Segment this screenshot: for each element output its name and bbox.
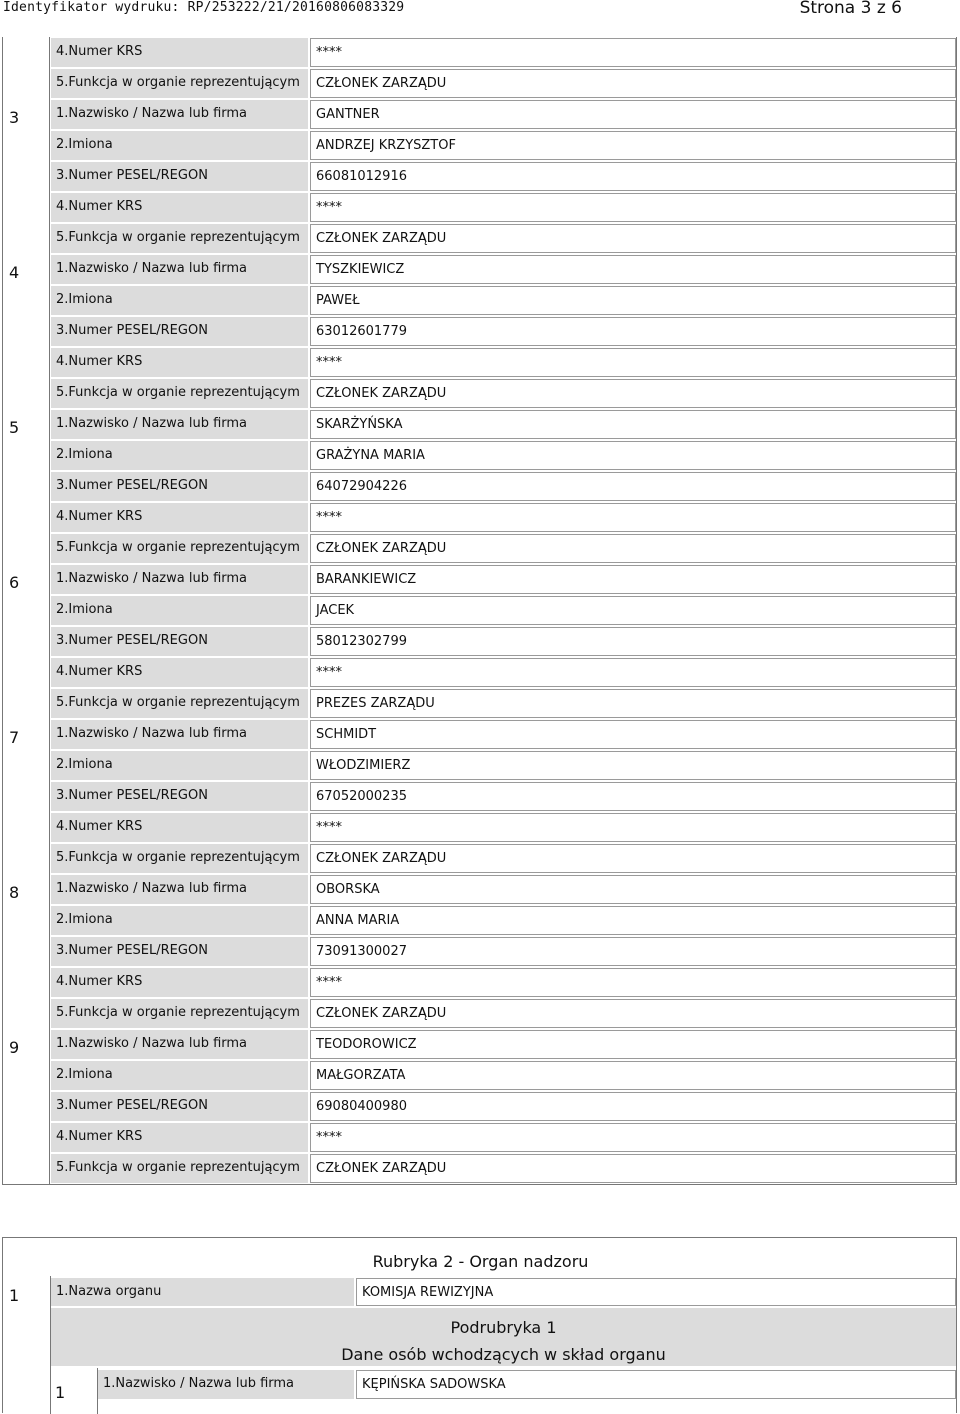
row-value: **** — [310, 348, 956, 377]
entry-row — [3, 905, 956, 936]
entry-row — [3, 1060, 956, 1091]
entry-row — [3, 192, 956, 223]
row-value: CZŁONEK ZARZĄDU — [310, 844, 956, 873]
row-label: 2.Imiona — [51, 596, 308, 625]
row-value: ANNA MARIA — [310, 906, 956, 935]
entry-row — [3, 1029, 956, 1060]
entry-number: 3 — [3, 99, 50, 254]
row-value: **** — [310, 38, 956, 67]
entry-row — [3, 688, 956, 719]
entry-row — [3, 316, 956, 347]
row-label: 3.Numer PESEL/REGON — [51, 472, 308, 501]
row-value: CZŁONEK ZARZĄDU — [310, 224, 956, 253]
row-value: PREZES ZARZĄDU — [310, 689, 956, 718]
entry-number: 6 — [3, 564, 50, 719]
member-number: 1 — [55, 1383, 66, 1402]
subsection-header — [51, 1308, 956, 1366]
row-label: 5.Funkcja w organie reprezentującym — [51, 999, 308, 1028]
organ-name-label: 1.Nazwa organu — [51, 1278, 354, 1306]
entry-row — [3, 1122, 956, 1153]
row-label: 4.Numer KRS — [51, 658, 308, 687]
row-value: WŁODZIMIERZ — [310, 751, 956, 780]
representatives-table — [2, 37, 957, 1185]
entry-row — [3, 936, 956, 967]
section-title: Rubryka 2 - Organ nadzoru — [372, 1252, 589, 1271]
row-label: 5.Funkcja w organie reprezentującym — [51, 689, 308, 718]
entry-row — [3, 471, 956, 502]
member-name-value: KĘPIŃSKA SADOWSKA — [356, 1370, 956, 1399]
row-label: 2.Imiona — [51, 906, 308, 935]
entry-row — [3, 564, 956, 595]
row-label: 1.Nazwisko / Nazwa lub firma — [51, 255, 308, 284]
row-label: 2.Imiona — [51, 751, 308, 780]
row-value: 58012302799 — [310, 627, 956, 656]
row-label: 1.Nazwisko / Nazwa lub firma — [51, 410, 308, 439]
row-value: SKARŻYŃSKA — [310, 410, 956, 439]
row-value: 63012601779 — [310, 317, 956, 346]
entry-row — [3, 161, 956, 192]
row-label: 4.Numer KRS — [51, 193, 308, 222]
row-label: 4.Numer KRS — [51, 813, 308, 842]
row-value: CZŁONEK ZARZĄDU — [310, 1154, 956, 1183]
row-value: 67052000235 — [310, 782, 956, 811]
rubryka-2-section — [2, 1237, 957, 1413]
entry-row — [3, 750, 956, 781]
row-value: TYSZKIEWICZ — [310, 255, 956, 284]
row-label: 3.Numer PESEL/REGON — [51, 937, 308, 966]
row-label: 2.Imiona — [51, 441, 308, 470]
row-value: **** — [310, 658, 956, 687]
row-label: 5.Funkcja w organie reprezentującym — [51, 534, 308, 563]
row-value: JACEK — [310, 596, 956, 625]
entry — [3, 564, 956, 719]
subsection-title: Podrubryka 1 — [450, 1318, 557, 1337]
row-label: 1.Nazwisko / Nazwa lub firma — [51, 565, 308, 594]
row-value: 64072904226 — [310, 472, 956, 501]
organ-name-value: KOMISJA REWIZYJNA — [356, 1278, 956, 1306]
entry-row — [3, 967, 956, 998]
row-label: 1.Nazwisko / Nazwa lub firma — [51, 720, 308, 749]
row-value: PAWEŁ — [310, 286, 956, 315]
row-value: OBORSKA — [310, 875, 956, 904]
row-value: **** — [310, 193, 956, 222]
entry-number: 7 — [3, 719, 50, 874]
entry-number: 1 — [9, 1286, 20, 1305]
row-label: 2.Imiona — [51, 286, 308, 315]
row-label: 4.Numer KRS — [51, 503, 308, 532]
row-value: **** — [310, 968, 956, 997]
entry — [3, 99, 956, 254]
row-label: 3.Numer PESEL/REGON — [51, 317, 308, 346]
entry-number: 4 — [3, 254, 50, 409]
row-value: 73091300027 — [310, 937, 956, 966]
entry-row — [3, 223, 956, 254]
entry — [3, 719, 956, 874]
entry-row — [3, 657, 956, 688]
entry-number: 9 — [3, 1029, 50, 1184]
row-label: 3.Numer PESEL/REGON — [51, 627, 308, 656]
row-label: 1.Nazwisko / Nazwa lub firma — [51, 100, 308, 129]
row-label: 4.Numer KRS — [51, 1123, 308, 1152]
entry-row — [3, 626, 956, 657]
row-value: **** — [310, 503, 956, 532]
row-label: 3.Numer PESEL/REGON — [51, 1092, 308, 1121]
row-value: 66081012916 — [310, 162, 956, 191]
entry-row — [3, 99, 956, 130]
entry-row — [3, 37, 956, 68]
entry — [3, 874, 956, 1029]
entry-row — [3, 409, 956, 440]
entry-row — [3, 719, 956, 750]
entry-number: 5 — [3, 409, 50, 564]
entry — [3, 409, 956, 564]
entry-row — [3, 68, 956, 99]
row-value: 69080400980 — [310, 1092, 956, 1121]
row-label: 5.Funkcja w organie reprezentującym — [51, 224, 308, 253]
print-identifier: Identyfikator wydruku: RP/253222/21/20160806083329 — [3, 0, 405, 15]
row-value: **** — [310, 813, 956, 842]
row-value: BARANKIEWICZ — [310, 565, 956, 594]
entry-row — [3, 843, 956, 874]
page-number: Strona 3 z 6 — [799, 0, 902, 18]
subsection-subtitle: Dane osób wchodzących w skład organu — [341, 1345, 666, 1364]
entry-number: 8 — [3, 874, 50, 1029]
row-label: 5.Funkcja w organie reprezentującym — [51, 1154, 308, 1183]
row-value: CZŁONEK ZARZĄDU — [310, 999, 956, 1028]
row-value: SCHMIDT — [310, 720, 956, 749]
entry-row — [3, 502, 956, 533]
row-label: 1.Nazwisko / Nazwa lub firma — [51, 875, 308, 904]
entry-row — [3, 533, 956, 564]
row-label: 1.Nazwisko / Nazwa lub firma — [51, 1030, 308, 1059]
entry-row — [3, 440, 956, 471]
entry-row — [3, 812, 956, 843]
entry-row — [3, 1091, 956, 1122]
row-label: 2.Imiona — [51, 131, 308, 160]
row-label: 4.Numer KRS — [51, 38, 308, 67]
entry-row — [3, 378, 956, 409]
row-value: CZŁONEK ZARZĄDU — [310, 534, 956, 563]
entry-row — [3, 347, 956, 378]
entry-row — [3, 285, 956, 316]
entry — [3, 1029, 956, 1184]
row-value: MAŁGORZATA — [310, 1061, 956, 1090]
partial-entry — [3, 37, 956, 99]
row-value: ANDRZEJ KRZYSZTOF — [310, 131, 956, 160]
row-label: 3.Numer PESEL/REGON — [51, 162, 308, 191]
row-value: CZŁONEK ZARZĄDU — [310, 69, 956, 98]
row-value: GRAŻYNA MARIA — [310, 441, 956, 470]
member-name-label: 1.Nazwisko / Nazwa lub firma — [98, 1370, 354, 1399]
row-value: TEODOROWICZ — [310, 1030, 956, 1059]
row-label: 4.Numer KRS — [51, 968, 308, 997]
row-label: 4.Numer KRS — [51, 348, 308, 377]
row-value: GANTNER — [310, 100, 956, 129]
row-label: 5.Funkcja w organie reprezentującym — [51, 69, 308, 98]
row-value: CZŁONEK ZARZĄDU — [310, 379, 956, 408]
row-label: 3.Numer PESEL/REGON — [51, 782, 308, 811]
print-header — [0, 0, 960, 18]
row-label: 5.Funkcja w organie reprezentującym — [51, 844, 308, 873]
row-label: 2.Imiona — [51, 1061, 308, 1090]
entry-row — [3, 874, 956, 905]
entries-list — [3, 99, 956, 1184]
row-value: **** — [310, 1123, 956, 1152]
entry-row — [3, 998, 956, 1029]
entry-row — [3, 254, 956, 285]
entry-row — [3, 595, 956, 626]
entry-row — [3, 1153, 956, 1184]
row-label: 5.Funkcja w organie reprezentującym — [51, 379, 308, 408]
entry-row — [3, 781, 956, 812]
entry-row — [3, 130, 956, 161]
entry — [3, 254, 956, 409]
